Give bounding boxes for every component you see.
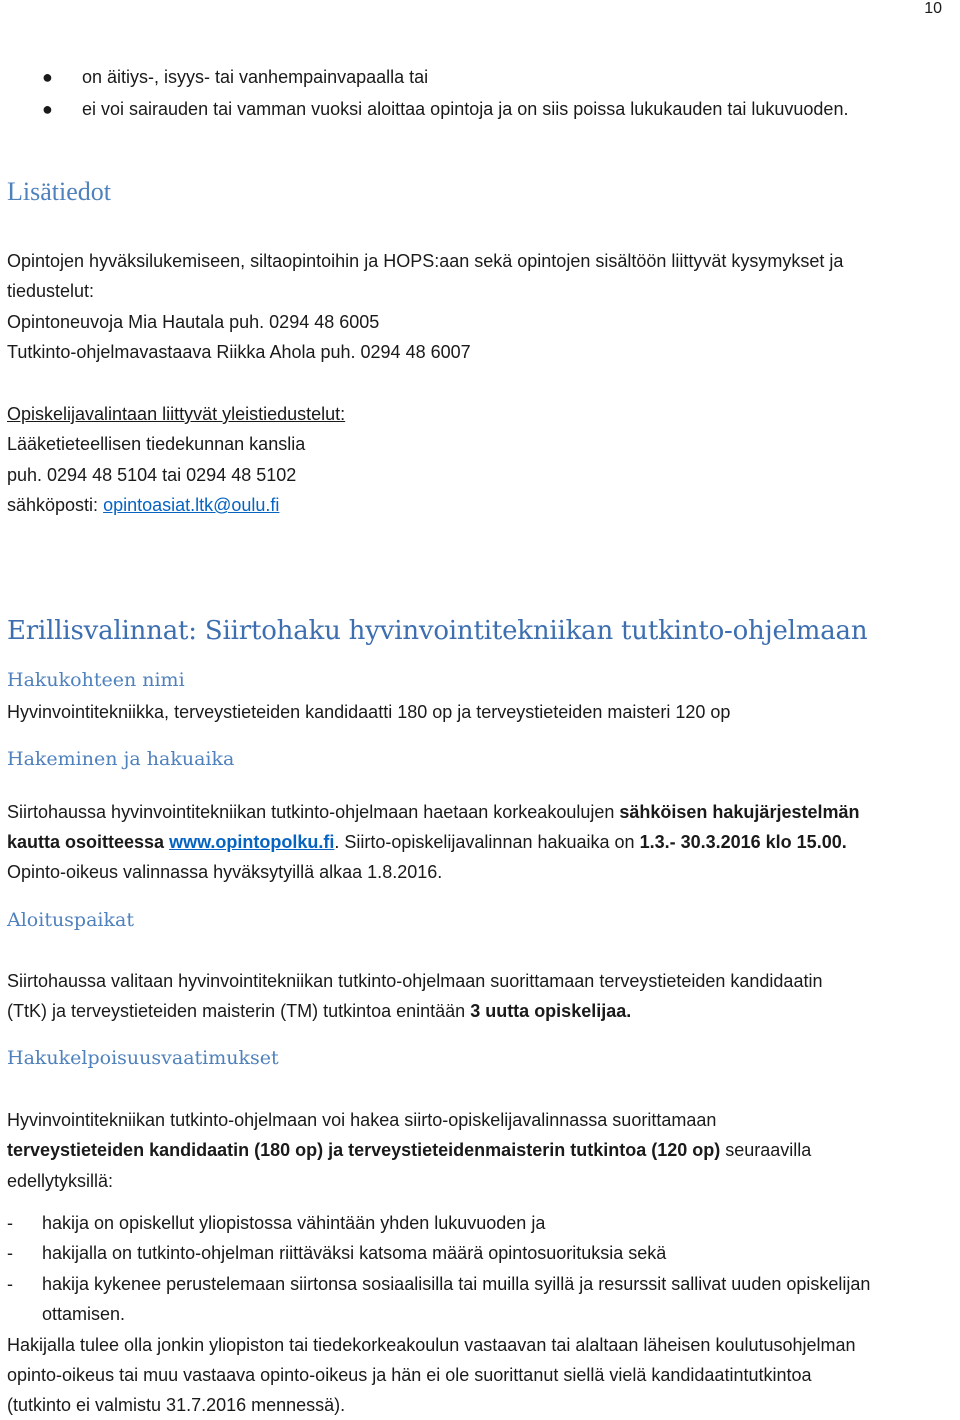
section-title: Erillisvalinnat: Siirtohaku hyvinvointitekniikan tutkinto-ohjelmaan bbox=[7, 616, 868, 646]
vaatimukset-heading: Hakukelpoisuusvaatimukset bbox=[7, 1047, 279, 1069]
closing-line2: opinto-oikeus tai muu vastaava opinto-oikeus ja hän ei ole suorittanut siellä vielä kandidaatintutkintoa bbox=[7, 1365, 812, 1385]
dash-icon: - bbox=[7, 1243, 13, 1263]
office-phone: puh. 0294 48 5104 tai 0294 48 5102 bbox=[7, 465, 297, 485]
aloituspaikat-line2 bbox=[7, 996, 631, 1026]
closing-line1: Hakijalla tulee olla jonkin yliopiston tai tiedekorkeakoulun vastaavan tai alaltaan läheisen koulutusohjelman bbox=[7, 1335, 856, 1355]
vaatimukset-line3: edellytyksillä: bbox=[7, 1171, 114, 1191]
lisatiedot-heading: Lisätiedot bbox=[7, 177, 111, 206]
bold-span: kautta osoitteessa bbox=[7, 832, 170, 852]
vaatimukset-line1: Hyvinvointitekniikan tutkinto-ohjelmaan voi hakea siirto-opiskelijavalinnassa suorittamaan bbox=[7, 1110, 717, 1130]
requirement-item bbox=[7, 1208, 546, 1238]
dash-icon: - bbox=[7, 1213, 13, 1233]
hakeminen-line1 bbox=[7, 797, 859, 827]
requirement-item bbox=[7, 1238, 667, 1268]
requirement-text: hakijalla on tutkinto-ohjelman riittäväksi katsoma määrä opintosuorituksia sekä bbox=[42, 1243, 667, 1263]
requirement-text: hakija on opiskellut yliopistossa vähintään yhden lukuvuoden ja bbox=[42, 1213, 546, 1233]
text-span: seuraavilla bbox=[720, 1140, 812, 1160]
bold-span: terveystieteiden kandidaatin (180 op) ja terveystieteidenmaisterin tutkintoa (120 op) bbox=[7, 1140, 721, 1160]
bullet-icon: ● bbox=[42, 99, 53, 119]
hakeminen-heading: Hakeminen ja hakuaika bbox=[7, 748, 235, 770]
contact-program-lead: Tutkinto-ohjelmavastaava Riikka Ahola puh. 0294 48 6007 bbox=[7, 342, 471, 362]
aloituspaikat-heading: Aloituspaikat bbox=[7, 909, 134, 931]
bullet-icon: ● bbox=[42, 67, 53, 87]
email-label: sähköposti: bbox=[7, 495, 104, 515]
lisatiedot-intro-line1: Opintojen hyväksilukemiseen, siltaopintoihin ja HOPS:aan sekä opintojen sisältöön liittyvät kysymykset ja bbox=[7, 251, 844, 271]
bold-span: 3 uutta opiskelijaa. bbox=[470, 1001, 632, 1021]
text-span: . Siirto-opiskelijavalinnan hakuaika on bbox=[334, 832, 640, 852]
bullet-text: ei voi sairauden tai vamman vuoksi aloittaa opintoja ja on siis poissa lukukauden tai lukuvuoden. bbox=[82, 99, 849, 119]
dash-icon: - bbox=[7, 1274, 13, 1294]
email-link[interactable]: opintoasiat.ltk@oulu.fi bbox=[103, 495, 280, 515]
hakukohde-text: Hyvinvointitekniikka, terveystieteiden kandidaatti 180 op ja terveystieteiden maisteri 120 op bbox=[7, 702, 731, 722]
closing-line3: (tutkinto ei valmistu 31.7.2016 mennessä). bbox=[7, 1395, 346, 1415]
requirement-item bbox=[7, 1269, 871, 1299]
faculty-office: Lääketieteellisen tiedekunnan kanslia bbox=[7, 434, 306, 454]
requirement-text: hakija kykenee perustelemaan siirtonsa sosiaalisilla tai muilla syillä ja resurssit sallivat uuden opiskelijan bbox=[42, 1274, 871, 1294]
contact-study-advisor: Opintoneuvoja Mia Hautala puh. 0294 48 6005 bbox=[7, 312, 380, 332]
hakeminen-line2 bbox=[7, 827, 847, 857]
page-number: 10 bbox=[924, 0, 942, 17]
bold-span: sähköisen hakujärjestelmän bbox=[619, 802, 860, 822]
vaatimukset-line2 bbox=[7, 1135, 811, 1165]
hakukohde-heading: Hakukohteen nimi bbox=[7, 669, 185, 691]
requirement-item-continuation: ottamisen. bbox=[42, 1304, 126, 1324]
opintopolku-link[interactable]: www.opintopolku.fi bbox=[169, 832, 335, 852]
hakeminen-line3: Opinto-oikeus valinnassa hyväksytyillä alkaa 1.8.2016. bbox=[7, 862, 443, 882]
text-span: Siirtohaussa hyvinvointitekniikan tutkinto-ohjelmaan haetaan korkeakoulujen bbox=[7, 802, 620, 822]
lisatiedot-intro-line2: tiedustelut: bbox=[7, 281, 95, 301]
aloituspaikat-line1: Siirtohaussa valitaan hyvinvointitekniikan tutkinto-ohjelmaan suorittamaan terveystieteiden kandidaatin bbox=[7, 971, 823, 991]
general-inquiries-heading: Opiskelijavalintaan liittyvät yleistiedustelut: bbox=[7, 404, 346, 424]
bullet-text: on äitiys-, isyys- tai vanhempainvapaalla tai bbox=[82, 67, 429, 87]
text-span: (TtK) ja terveystieteiden maisterin (TM) tutkintoa enintään bbox=[7, 1001, 471, 1021]
office-email-line bbox=[7, 490, 279, 520]
bold-span: 1.3.- 30.3.2016 klo 15.00. bbox=[639, 832, 847, 852]
